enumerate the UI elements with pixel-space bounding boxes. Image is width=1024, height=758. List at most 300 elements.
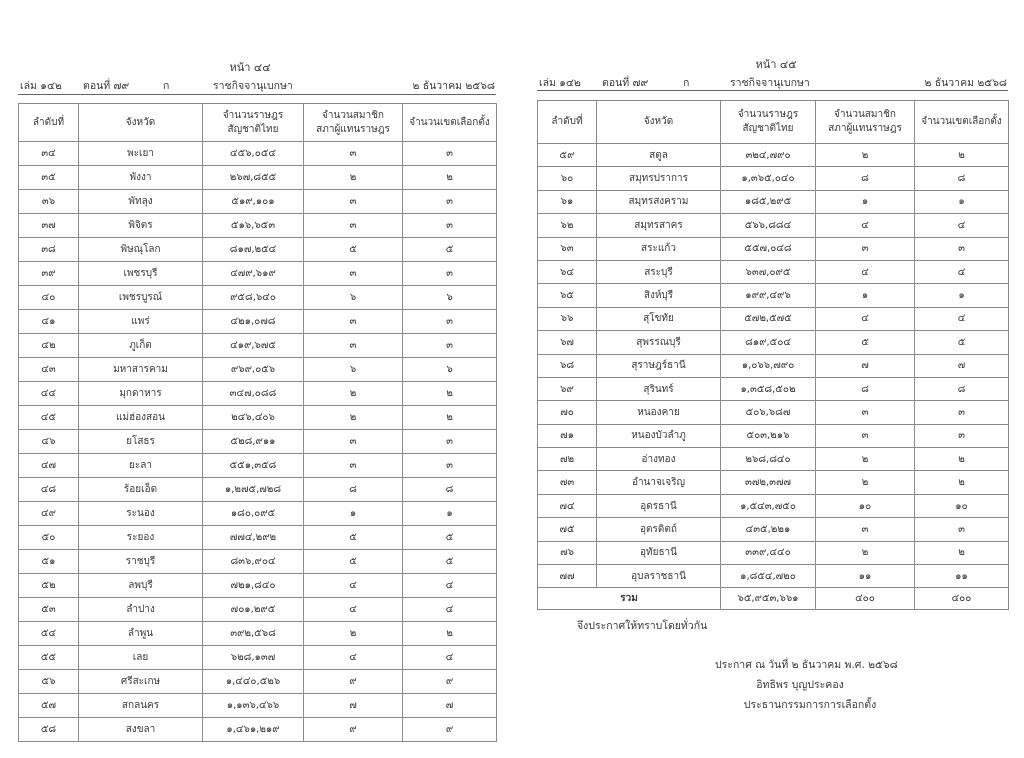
column-header-order: ลำดับที่ (19, 104, 79, 142)
cell-order: ๔๓ (19, 358, 79, 382)
column-header-members: จำนวนสมาชิก สภาผู้แทนราษฎร (816, 101, 915, 144)
cell-population: ๖๒๘,๑๓๗ (203, 646, 304, 670)
cell-population: ๘๓๖,๙๐๔ (203, 550, 304, 574)
cell-members: ๓ (304, 214, 403, 238)
cell-members: ๓ (816, 401, 915, 424)
cell-population: ๔๓๕,๒๒๑ (721, 518, 816, 541)
table-row (19, 142, 497, 166)
cell-province: สกลนคร (79, 694, 203, 718)
table-row (19, 622, 497, 646)
table-row (19, 262, 497, 286)
cell-districts: ๔ (915, 214, 1009, 237)
cell-districts: ๒ (915, 448, 1009, 471)
cell-province: สุรินทร์ (597, 377, 721, 400)
cell-population: ๒๖๗,๘๕๕ (203, 166, 304, 190)
cell-members: ๘ (304, 478, 403, 502)
cell-districts: ๓ (403, 190, 497, 214)
cell-order: ๕๙ (538, 144, 597, 167)
province-table-right (537, 100, 1009, 610)
cell-districts: ๒ (403, 166, 497, 190)
table-row (19, 694, 497, 718)
cell-districts: ๑๐ (915, 494, 1009, 517)
table-header-row (19, 104, 497, 142)
cell-districts: ๓ (403, 310, 497, 334)
cell-members: ๓ (304, 454, 403, 478)
cell-districts: ๓ (403, 214, 497, 238)
cell-members: ๓ (816, 424, 915, 447)
table-row (538, 284, 1009, 307)
cell-province: พัทลุง (79, 190, 203, 214)
cell-order: ๖๘ (538, 354, 597, 377)
total-row (538, 588, 1009, 610)
cell-population: ๓๓๙,๔๔๐ (721, 541, 816, 564)
cell-order: ๗๓ (538, 471, 597, 494)
cell-members: ๓ (304, 310, 403, 334)
cell-province: เพชรบุรี (79, 262, 203, 286)
page-number-right: หน้า ๔๕ (755, 58, 797, 71)
cell-province: สุพรรณบุรี (597, 331, 721, 354)
cell-order: ๓๙ (19, 262, 79, 286)
table-row (19, 430, 497, 454)
cell-province: ระนอง (79, 502, 203, 526)
cell-province: เลย (79, 646, 203, 670)
cell-province: พิจิตร (79, 214, 203, 238)
table-row (538, 144, 1009, 167)
cell-province: ศรีสะเกษ (79, 670, 203, 694)
cell-members: ๒ (304, 406, 403, 430)
page-number-left: หน้า ๔๔ (229, 61, 271, 74)
cell-population: ๓๗๒,๓๗๗ (721, 471, 816, 494)
cell-order: ๕๕ (19, 646, 79, 670)
column-header-population: จำนวนราษฎร สัญชาติไทย (721, 101, 816, 144)
cell-members: ๒ (816, 448, 915, 471)
table-row (538, 494, 1009, 517)
cell-members: ๒ (304, 166, 403, 190)
column-header-order: ลำดับที่ (538, 101, 597, 144)
cell-districts: ๒ (915, 144, 1009, 167)
table-row (538, 331, 1009, 354)
table-row (19, 454, 497, 478)
cell-population: ๑,๑๓๖,๔๖๖ (203, 694, 304, 718)
table-row (19, 598, 497, 622)
announcement-text: จึงประกาศให้ทราบโดยทั่วกัน (577, 620, 708, 632)
cell-population: ๕๗๒,๕๗๕ (721, 307, 816, 330)
cell-order: ๔๗ (19, 454, 79, 478)
cell-districts: ๓ (403, 430, 497, 454)
table-row (19, 550, 497, 574)
cell-members: ๓ (304, 262, 403, 286)
cell-population: ๑,๔๖๑,๒๑๙ (203, 718, 304, 742)
cell-province: หนองคาย (597, 401, 721, 424)
cell-province: อุบลราชธานี (597, 565, 721, 588)
cell-districts: ๔ (915, 260, 1009, 283)
cell-order: ๕๐ (19, 526, 79, 550)
cell-members: ๑๐ (816, 494, 915, 517)
cell-province: สมุทรสาคร (597, 214, 721, 237)
cell-population: ๑,๘๕๔,๗๒๐ (721, 565, 816, 588)
cell-members: ๓ (304, 190, 403, 214)
cell-population: ๕๐๓,๒๑๖ (721, 424, 816, 447)
cell-order: ๖๙ (538, 377, 597, 400)
table-row (538, 401, 1009, 424)
cell-population: ๕๕๑,๓๕๘ (203, 454, 304, 478)
cell-members: ๑ (304, 502, 403, 526)
cell-members: ๒ (816, 471, 915, 494)
table-row (538, 307, 1009, 330)
cell-province: สิงห์บุรี (597, 284, 721, 307)
cell-order: ๕๑ (19, 550, 79, 574)
cell-population: ๑,๒๗๕,๗๒๘ (203, 478, 304, 502)
total-members: ๔๐๐ (816, 588, 915, 610)
cell-order: ๖๖ (538, 307, 597, 330)
cell-order: ๗๑ (538, 424, 597, 447)
cell-province: อำนาจเจริญ (597, 471, 721, 494)
header-rule-right (537, 90, 1008, 91)
cell-order: ๗๐ (538, 401, 597, 424)
cell-districts: ๒ (915, 471, 1009, 494)
table-row (19, 166, 497, 190)
cell-districts: ๒ (403, 406, 497, 430)
cell-districts: ๓ (403, 142, 497, 166)
cell-order: ๗๕ (538, 518, 597, 541)
cell-districts: ๖ (403, 286, 497, 310)
cell-districts: ๖ (403, 358, 497, 382)
cell-members: ๒ (304, 622, 403, 646)
cell-order: ๗๗ (538, 565, 597, 588)
cell-population: ๗๐๑,๒๙๕ (203, 598, 304, 622)
cell-order: ๗๔ (538, 494, 597, 517)
cell-population: ๑๘๐,๐๙๕ (203, 502, 304, 526)
cell-order: ๔๔ (19, 382, 79, 406)
cell-members: ๔ (816, 260, 915, 283)
cell-members: ๑๑ (816, 565, 915, 588)
table-header-row (538, 101, 1009, 144)
cell-population: ๕๑๙,๑๐๑ (203, 190, 304, 214)
cell-districts: ๕ (403, 550, 497, 574)
cell-population: ๓๙๒,๕๖๘ (203, 622, 304, 646)
table-row (538, 377, 1009, 400)
table-row (19, 406, 497, 430)
signatory-position: ประธานกรรมการการเลือกตั้ง (743, 699, 877, 711)
cell-population: ๙๕๘,๖๔๐ (203, 286, 304, 310)
cell-districts: ๘ (915, 167, 1009, 190)
cell-districts: ๑ (915, 284, 1009, 307)
province-table-left (18, 103, 497, 742)
cell-members: ๖ (304, 286, 403, 310)
table-row (538, 214, 1009, 237)
cell-population: ๕๕๗,๐๔๘ (721, 237, 816, 260)
column-header-districts: จำนวนเขตเลือกตั้ง (403, 104, 497, 142)
cell-province: ร้อยเอ็ด (79, 478, 203, 502)
cell-population: ๔๑๙,๖๗๕ (203, 334, 304, 358)
cell-province: ระยอง (79, 526, 203, 550)
cell-districts: ๗ (403, 694, 497, 718)
table-row (538, 354, 1009, 377)
cell-province: สงขลา (79, 718, 203, 742)
cell-population: ๕๐๖,๖๘๗ (721, 401, 816, 424)
cell-province: เพชรบูรณ์ (79, 286, 203, 310)
cell-province: มุกดาหาร (79, 382, 203, 406)
cell-order: ๖๕ (538, 284, 597, 307)
column-header-province: จังหวัด (597, 101, 721, 144)
cell-districts: ๕ (403, 526, 497, 550)
cell-province: แม่ฮ่องสอน (79, 406, 203, 430)
cell-order: ๓๕ (19, 166, 79, 190)
table-row (19, 502, 497, 526)
issue-label-left: ตอนที่ ๗๙ (83, 80, 130, 92)
cell-members: ๕ (304, 526, 403, 550)
cell-province: อ่างทอง (597, 448, 721, 471)
cell-province: อุตรดิตถ์ (597, 518, 721, 541)
table-row (19, 526, 497, 550)
cell-order: ๕๔ (19, 622, 79, 646)
cell-districts: ๕ (403, 238, 497, 262)
table-row (19, 718, 497, 742)
table-row (19, 382, 497, 406)
cell-province: ลำปาง (79, 598, 203, 622)
cell-members: ๘ (816, 377, 915, 400)
cell-districts: ๓ (403, 262, 497, 286)
cell-order: ๓๖ (19, 190, 79, 214)
cell-districts: ๔ (403, 646, 497, 670)
cell-members: ๒ (816, 541, 915, 564)
cell-districts: ๒ (403, 622, 497, 646)
cell-population: ๖๓๗,๐๙๕ (721, 260, 816, 283)
cell-order: ๔๖ (19, 430, 79, 454)
cell-population: ๘๑๗,๒๕๔ (203, 238, 304, 262)
cell-order: ๕๘ (19, 718, 79, 742)
cell-population: ๔๗๙,๖๑๙ (203, 262, 304, 286)
cell-province: พังงา (79, 166, 203, 190)
cell-province: แพร่ (79, 310, 203, 334)
cell-districts: ๔ (403, 574, 497, 598)
cell-order: ๕๓ (19, 598, 79, 622)
cell-order: ๓๗ (19, 214, 79, 238)
cell-districts: ๓ (915, 424, 1009, 447)
cell-province: ยะลา (79, 454, 203, 478)
cell-province: มหาสารคาม (79, 358, 203, 382)
table-row (538, 167, 1009, 190)
cell-members: ๕ (304, 550, 403, 574)
cell-districts: ๔ (403, 598, 497, 622)
column-header-members: จำนวนสมาชิก สภาผู้แทนราษฎร (304, 104, 403, 142)
cell-members: ๓ (816, 237, 915, 260)
cell-population: ๕๖๖,๘๘๔ (721, 214, 816, 237)
table-row (19, 286, 497, 310)
cell-province: ราชบุรี (79, 550, 203, 574)
total-label: รวม (538, 588, 721, 610)
table-row (19, 310, 497, 334)
table-row (538, 237, 1009, 260)
cell-order: ๔๑ (19, 310, 79, 334)
cell-population: ๙๖๙,๐๕๖ (203, 358, 304, 382)
cell-province: สมุทรปราการ (597, 167, 721, 190)
total-population: ๖๕,๙๕๓,๖๖๑ (721, 588, 816, 610)
table-row (538, 565, 1009, 588)
cell-province: ภูเก็ต (79, 334, 203, 358)
cell-members: ๔ (304, 646, 403, 670)
cell-districts: ๘ (915, 377, 1009, 400)
cell-districts: ๓ (915, 401, 1009, 424)
cell-order: ๕๖ (19, 670, 79, 694)
table-row (538, 448, 1009, 471)
table-row (19, 238, 497, 262)
cell-members: ๖ (304, 358, 403, 382)
cell-population: ๓๔๗,๐๘๘ (203, 382, 304, 406)
column-header-population: จำนวนราษฎร สัญชาติไทย (203, 104, 304, 142)
date-label-right: ๒ ธันวาคม ๒๕๖๘ (924, 77, 1007, 89)
cell-members: ๙ (304, 718, 403, 742)
cell-members: ๓ (816, 518, 915, 541)
cell-order: ๓๘ (19, 238, 79, 262)
cell-province: หนองบัวลำภู (597, 424, 721, 447)
volume-label-right: เล่ม ๑๔๒ (539, 77, 581, 89)
table-row (19, 478, 497, 502)
cell-population: ๔๒๑,๐๗๘ (203, 310, 304, 334)
cell-members: ๓ (304, 142, 403, 166)
cell-districts: ๓ (915, 518, 1009, 541)
table-row (538, 471, 1009, 494)
table-row (19, 190, 497, 214)
cell-members: ๓ (304, 334, 403, 358)
cell-population: ๓๒๔,๗๙๐ (721, 144, 816, 167)
cell-population: ๗๗๔,๒๙๒ (203, 526, 304, 550)
cell-districts: ๒ (403, 382, 497, 406)
cell-province: สุราษฎร์ธานี (597, 354, 721, 377)
table-row (538, 518, 1009, 541)
cell-members: ๗ (304, 694, 403, 718)
table-row (538, 424, 1009, 447)
cell-districts: ๓ (403, 334, 497, 358)
cell-population: ๑,๕๔๓,๗๕๐ (721, 494, 816, 517)
cell-order: ๔๕ (19, 406, 79, 430)
cell-members: ๒ (304, 382, 403, 406)
cell-order: ๗๒ (538, 448, 597, 471)
cell-members: ๔ (304, 598, 403, 622)
cell-districts: ๒ (915, 541, 1009, 564)
cell-order: ๕๗ (19, 694, 79, 718)
cell-members: ๕ (304, 238, 403, 262)
cell-districts: ๑ (915, 190, 1009, 213)
cell-order: ๔๐ (19, 286, 79, 310)
cell-province: พะเยา (79, 142, 203, 166)
cell-members: ๔ (304, 574, 403, 598)
signatory-name: อิทธิพร บุญประคอง (756, 679, 844, 691)
cell-order: ๖๗ (538, 331, 597, 354)
cell-order: ๕๒ (19, 574, 79, 598)
cell-order: ๖๒ (538, 214, 597, 237)
cell-order: ๖๑ (538, 190, 597, 213)
cell-order: ๓๔ (19, 142, 79, 166)
cell-order: ๔๘ (19, 478, 79, 502)
cell-province: อุทัยธานี (597, 541, 721, 564)
header-rule-left (18, 94, 496, 95)
cell-province: พิษณุโลก (79, 238, 203, 262)
cell-members: ๗ (816, 354, 915, 377)
table-row (19, 574, 497, 598)
cell-members: ๘ (816, 167, 915, 190)
section-label-left: ก (163, 80, 170, 92)
cell-members: ๒ (816, 144, 915, 167)
cell-province: สตูล (597, 144, 721, 167)
cell-districts: ๑๑ (915, 565, 1009, 588)
cell-province: สุโขทัย (597, 307, 721, 330)
cell-province: สมุทรสงคราม (597, 190, 721, 213)
table-row (19, 358, 497, 382)
section-label-right: ก (683, 77, 690, 89)
cell-districts: ๓ (915, 237, 1009, 260)
table-row (538, 260, 1009, 283)
cell-members: ๕ (816, 331, 915, 354)
table-row (19, 334, 497, 358)
column-header-districts: จำนวนเขตเลือกตั้ง (915, 101, 1009, 144)
cell-province: สระบุรี (597, 260, 721, 283)
cell-districts: ๙ (403, 718, 497, 742)
cell-districts: ๘ (403, 478, 497, 502)
date-label-left: ๒ ธันวาคม ๒๕๖๘ (412, 80, 495, 92)
cell-members: ๑ (816, 284, 915, 307)
cell-districts: ๔ (915, 307, 1009, 330)
cell-population: ๕๒๘,๙๑๑ (203, 430, 304, 454)
table-row (538, 541, 1009, 564)
cell-districts: ๗ (915, 354, 1009, 377)
cell-population: ๔๕๖,๐๕๔ (203, 142, 304, 166)
cell-members: ๙ (304, 670, 403, 694)
cell-population: ๑,๓๕๘,๕๐๒ (721, 377, 816, 400)
cell-population: ๘๑๙,๕๐๔ (721, 331, 816, 354)
cell-population: ๕๑๖,๖๕๓ (203, 214, 304, 238)
cell-population: ๑,๓๖๕,๐๔๐ (721, 167, 816, 190)
cell-districts: ๑ (403, 502, 497, 526)
cell-order: ๖๔ (538, 260, 597, 283)
publication-label-right: ราชกิจจานุเบกษา (730, 77, 810, 89)
cell-population: ๒๔๖,๔๐๖ (203, 406, 304, 430)
cell-districts: ๕ (915, 331, 1009, 354)
cell-population: ๒๖๘,๘๔๐ (721, 448, 816, 471)
cell-population: ๑๙๙,๔๙๖ (721, 284, 816, 307)
cell-members: ๑ (816, 190, 915, 213)
table-row (538, 190, 1009, 213)
cell-province: สระแก้ว (597, 237, 721, 260)
cell-population: ๑๘๕,๒๙๕ (721, 190, 816, 213)
cell-population: ๗๒๑,๘๔๐ (203, 574, 304, 598)
cell-members: ๔ (816, 214, 915, 237)
issue-label-right: ตอนที่ ๗๙ (602, 77, 649, 89)
total-districts: ๔๐๐ (915, 588, 1009, 610)
publication-label-left: ราชกิจจานุเบกษา (213, 80, 293, 92)
cell-population: ๑,๔๔๐,๕๒๖ (203, 670, 304, 694)
cell-order: ๔๒ (19, 334, 79, 358)
cell-province: ลำพูน (79, 622, 203, 646)
cell-order: ๔๙ (19, 502, 79, 526)
cell-province: ลพบุรี (79, 574, 203, 598)
cell-districts: ๓ (403, 454, 497, 478)
cell-province: ยโสธร (79, 430, 203, 454)
table-row (19, 670, 497, 694)
cell-members: ๓ (304, 430, 403, 454)
volume-label-left: เล่ม ๑๔๒ (20, 80, 62, 92)
cell-order: ๗๖ (538, 541, 597, 564)
cell-order: ๖๐ (538, 167, 597, 190)
cell-population: ๑,๐๖๖,๗๙๐ (721, 354, 816, 377)
cell-members: ๔ (816, 307, 915, 330)
table-row (19, 646, 497, 670)
table-row (19, 214, 497, 238)
announcement-date: ประกาศ ณ วันที่ ๒ ธันวาคม พ.ศ. ๒๕๖๘ (715, 659, 898, 671)
column-header-province: จังหวัด (79, 104, 203, 142)
cell-order: ๖๓ (538, 237, 597, 260)
cell-province: อุดรธานี (597, 494, 721, 517)
